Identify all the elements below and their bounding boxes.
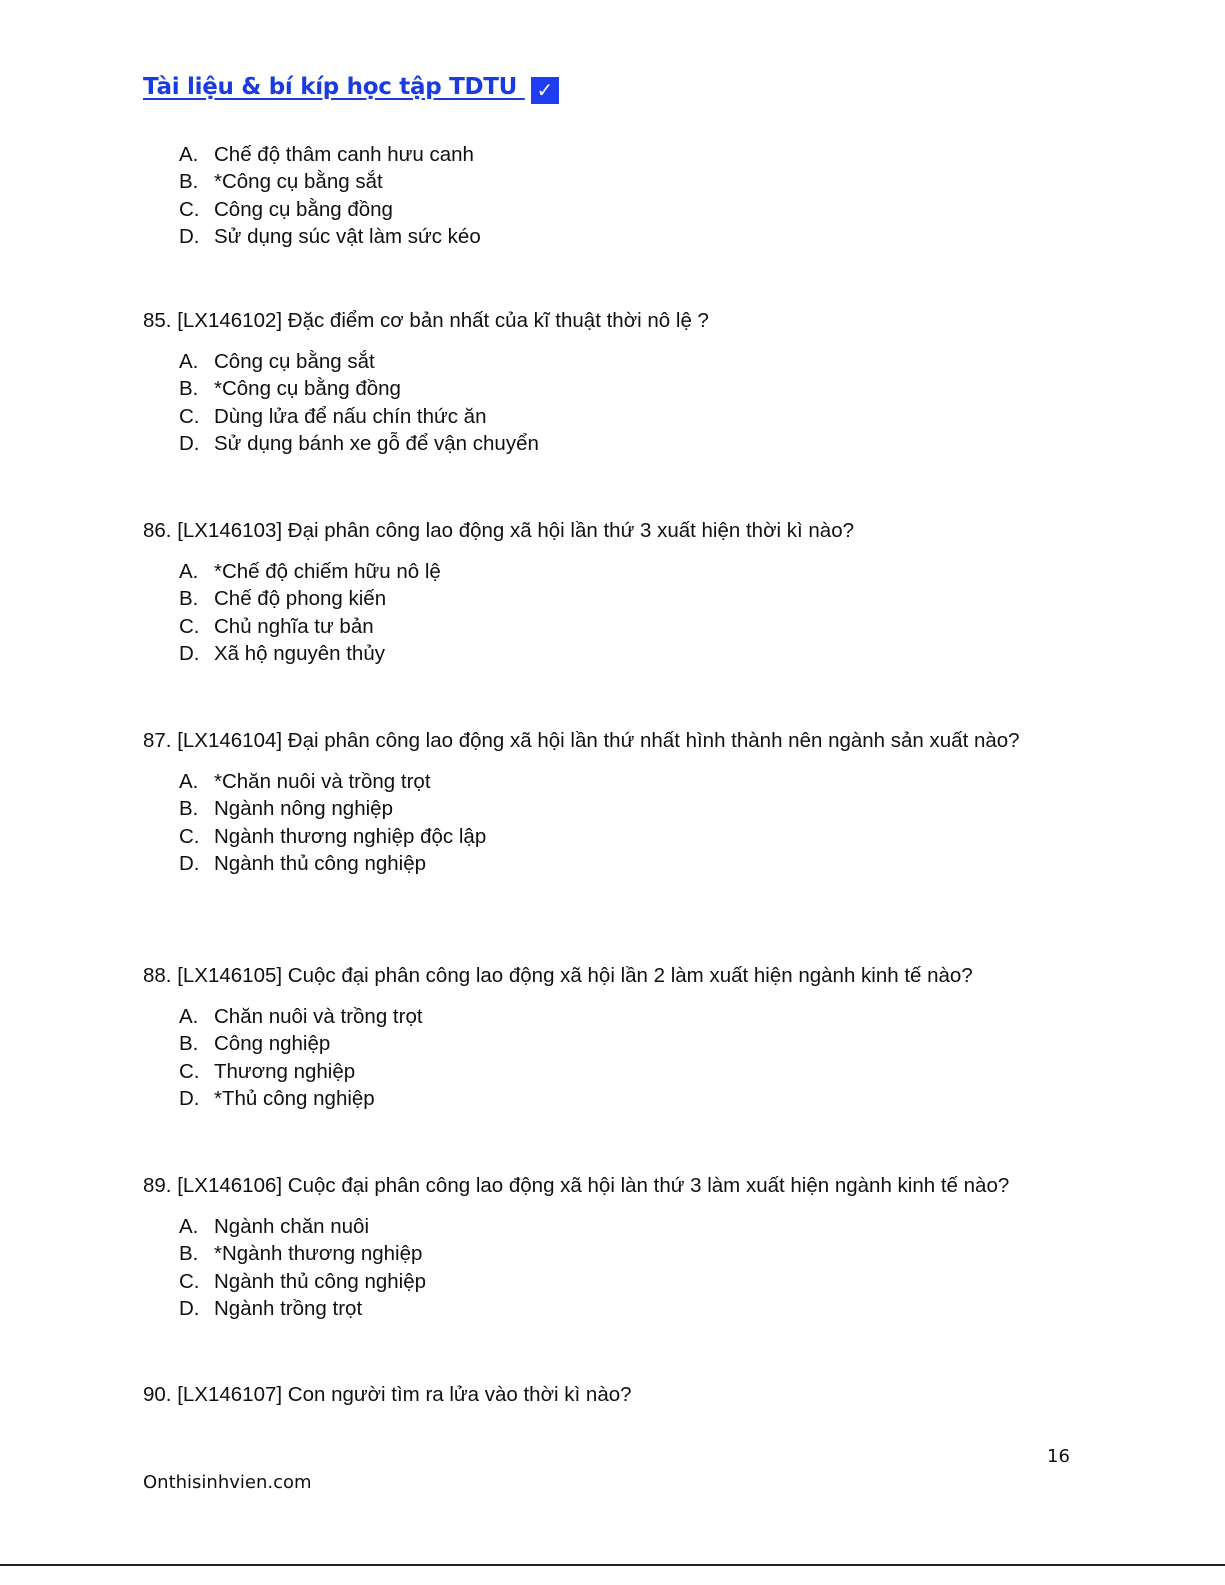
option-c: C. Ngành thương nghiệp độc lập — [179, 824, 487, 848]
question-text: 89. [LX146106] Cuộc đại phân công lao động xã hội làn thứ 3 làm xuất hiện ngành kinh tế nào? — [143, 1174, 1010, 1197]
option-c: C. Ngành thủ công nghiệp — [179, 1269, 427, 1293]
header-title: Tài liệu & bí kíp học tập TDTU — [143, 74, 518, 100]
option-a: A. *Chế độ chiếm hữu nô lệ — [179, 560, 441, 583]
option-d: D. Ngành thủ công nghiệp — [179, 851, 427, 875]
option-d: D. *Thủ công nghiệp — [179, 1086, 375, 1110]
question-text: 86. [LX146103] Đại phân công lao động xã hội lần thứ 3 xuất hiện thời kì nào? — [143, 519, 855, 542]
option-b: B. *Ngành thương nghiệp — [179, 1242, 423, 1266]
question-text: 87. [LX146104] Đại phân công lao động xã hội lần thứ nhất hình thành nên ngành sản xuất nào? — [143, 729, 1020, 752]
option-d: D. Sử dụng súc vật làm sức kéo — [179, 224, 481, 248]
option-c: C. Dùng lửa để nấu chín thức ăn — [179, 404, 487, 428]
option-b: B. Chế độ phong kiến — [179, 587, 387, 611]
option-b: B. Ngành nông nghiệp — [179, 797, 393, 821]
question-block-90 — [143, 1381, 1083, 1409]
question-text: 88. [LX146105] Cuộc đại phân công lao động xã hội lần 2 làm xuất hiện ngành kinh tế nào? — [143, 964, 973, 987]
option-b: B. Công nghiệp — [179, 1032, 331, 1056]
bottom-divider — [0, 1564, 1225, 1566]
option-a: A. *Chăn nuôi và trồng trọt — [179, 770, 431, 793]
page-number: 16 — [1047, 1446, 1070, 1467]
option-c: C. Công cụ bằng đồng — [179, 197, 393, 221]
option-b: B. *Công cụ bằng sắt — [179, 170, 383, 194]
option-list — [143, 768, 1043, 877]
option-list — [143, 348, 1083, 457]
continued-question-block — [143, 141, 1083, 250]
option-a: A. Công cụ bằng sắt — [179, 350, 375, 373]
option-list — [143, 558, 1083, 667]
question-block-89 — [143, 1172, 1083, 1322]
question-block-86 — [143, 517, 1083, 667]
option-a: A. Ngành chăn nuôi — [179, 1215, 370, 1238]
option-list — [143, 141, 1083, 250]
option-c: C. Chủ nghĩa tư bản — [179, 614, 374, 638]
checkbox-icon: ✓ — [531, 77, 559, 104]
option-d: D. Ngành trồng trọt — [179, 1296, 363, 1320]
question-block-88 — [143, 962, 1083, 1112]
question-block-85 — [143, 307, 1083, 457]
question-text: 85. [LX146102] Đặc điểm cơ bản nhất của kĩ thuật thời nô lệ ? — [143, 309, 709, 332]
option-d: D. Sử dụng bánh xe gỗ để vận chuyển — [179, 431, 539, 455]
question-block-87 — [143, 727, 1043, 877]
option-b: B. *Công cụ bằng đồng — [179, 377, 401, 401]
header-link[interactable] — [143, 74, 559, 104]
option-list — [143, 1213, 1083, 1322]
option-c: C. Thương nghiệp — [179, 1059, 356, 1083]
option-d: D. Xã hộ nguyên thủy — [179, 641, 385, 665]
footer-site: Onthisinhvien.com — [143, 1472, 312, 1493]
question-text: 90. [LX146107] Con người tìm ra lửa vào thời kì nào? — [143, 1383, 632, 1406]
option-a: A. Chăn nuôi và trồng trọt — [179, 1005, 423, 1028]
option-a: A. Chế độ thâm canh hưu canh — [179, 143, 474, 166]
option-list — [143, 1003, 1083, 1112]
